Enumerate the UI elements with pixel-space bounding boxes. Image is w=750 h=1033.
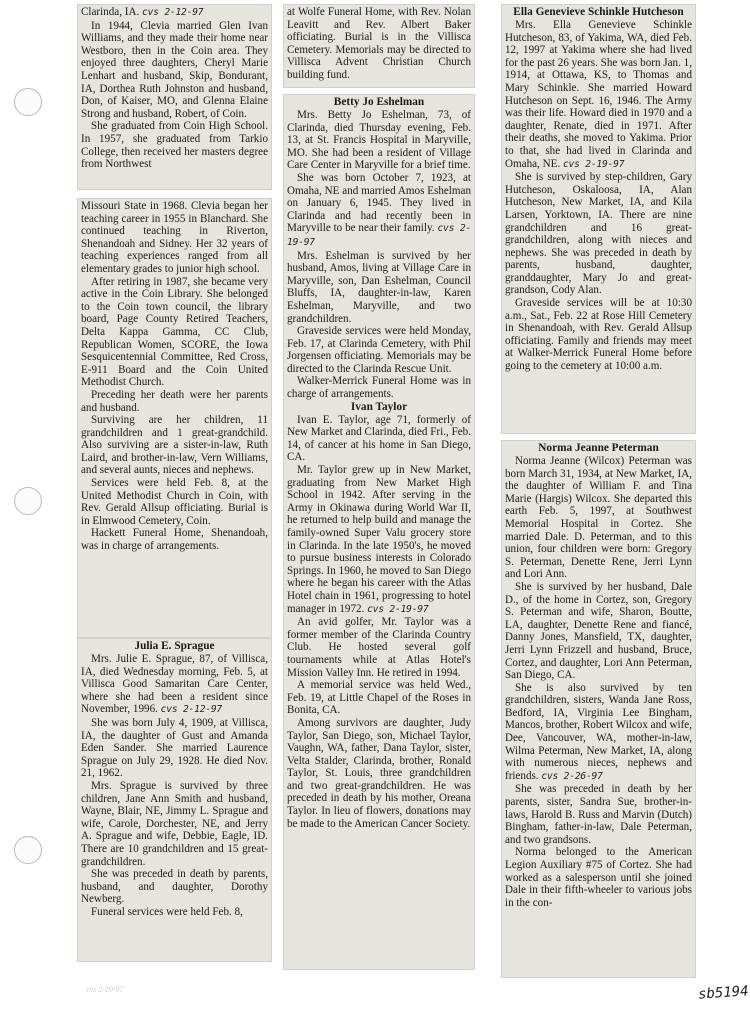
obituary-paragraph <box>81 389 268 414</box>
paragraph-text: Mrs. Sprague is survived by three children, Jane Ann Smith and husband, Wayne, Blair, NE, Jimmy L. Sprague and wife, Carole, Dorchester, NE, and Jerry A. Sprague and wife, Debbie, Eagle, ID. There are 10 grandchildren and 15 great-grandchildren. <box>81 779 268 868</box>
obituary-paragraph <box>81 906 268 919</box>
paragraph-text: She is also survived by ten grandchildren, sisters, Wanda Jane Ross, Bedford, IA, Virginia Lee Bingham, Mancos, brother, Robert Wilcox and wife, Dee, Vancouver, WA, mother-in-law, Wilma Peterman, New Market, IA, along with numerous nieces, nephews and friends. <box>505 681 692 782</box>
obituary-paragraph <box>287 679 471 717</box>
obituary-clevia-williams-top <box>77 4 272 190</box>
paragraph-text: Graveside services were held Monday, Feb. 17, at Clarinda Cemetery, with Phil Jorgensen officiating. Memorials may be directed to the Clarinda Rescue Unit. <box>287 325 471 375</box>
paragraph-text: She is survived by step-children, Gary Hutcheson, Oskaloosa, IA, Alan Hutcheson, New Market, IA, and Kila Larsen, Yorktown, IA. There are nine grandchildren and 16 great-grandchildren, along with nieces and nephews. She was preceded in death by parents, husband, daughter, granddaughter, Mary Jo and great-grandson, Cody Alan. <box>505 171 692 297</box>
paragraph-text: Norma belonged to the American Legion Auxiliary #75 of Cortez. She had worked as a salesperson until she joined Dale in their fifth-wheeler to various jobs in the con- <box>505 846 692 909</box>
obituary-paragraph <box>81 477 268 527</box>
paragraph-text: Graveside services will be at 10:30 a.m., Sat., Feb. 22 at Rose Hill Cemetery in Shenandoah, with Rev. Gerald Allsup officiating. Family and friends may meet at Walker-Merrick Funeral Home before going to the cemetery at 10:00 a.m. <box>505 297 692 373</box>
obituary-betty-eshelman-ivan-taylor <box>283 94 475 970</box>
paragraph-text: Funeral services were held Feb. 8, <box>91 905 243 918</box>
obituary-paragraph <box>505 682 692 784</box>
paragraph-text: Hackett Funeral Home, Shenandoah, was in charge of arrangements. <box>81 527 268 553</box>
obituary-norma-peterman <box>501 440 696 978</box>
obituary-paragraph <box>81 717 268 780</box>
obituary-paragraph <box>81 868 268 906</box>
obituary-paragraph <box>287 375 471 400</box>
obituary-paragraph <box>287 250 471 326</box>
obituary-paragraph <box>287 464 471 616</box>
paragraph-text: She is survived by her husband, Dale D., of the home in Cortez, son, Gregory S. Peterman and wife, Sharon, Boutte, LA, daughter, Denette Rene and fiancé, Danny Jones, Mansfield, TX, daughter, Jerri Lynn Frizzell and husband, Bruce, Cortez, and daughter, Lori Ann Peterman, San Diego, CA. <box>505 580 692 682</box>
paragraph-text: Surviving are her children, 11 grandchildren and 1 great-grandchild. Also surviving are a sister-in-law, Ruth Laird, and brother-in-law, Vern Williams, and several aunts, nieces and nephews. <box>81 414 268 477</box>
obituary-paragraph <box>287 717 471 830</box>
obituary-julia-sprague <box>77 638 272 962</box>
paragraph-text: Clarinda, IA. <box>81 6 140 18</box>
punch-hole-middle <box>14 487 42 515</box>
obituary-paragraph <box>81 780 268 868</box>
obituary-paragraph <box>81 200 268 276</box>
obituary-paragraph <box>505 581 692 682</box>
paragraph-text: Mrs. Ella Genevieve Schinkle Hutcheson, 83, of Yakima, WA, died Feb. 12, 1997 at Yakima where she had lived for the past 26 years. She was born Jan. 1, 1914, at Ottawa, KS, to Thomas and Mary Schinkle. She married Howard Hutcheson on Sept. 16, 1946. The Army was their life. Howard died in 1970 and a daughter, Renate, died in 1971. After their deaths, she moved to Yakima. Prior to that, she had lived in Clarinda and Omaha, NE. <box>505 19 692 170</box>
paragraph-text: She was preceded in death by her parents, sister, Sandra Sue, brother-in-laws, Harold B. Russ and Marvin (Dutch) Bingham, father-in-law, Dale Peterman, and two grandsons. <box>505 783 692 846</box>
paragraph-text: A memorial service was held Wed., Feb. 19, at Little Chapel of the Roses in Bonita, CA. <box>287 679 471 717</box>
obituary-paragraph <box>287 325 471 375</box>
obituary-paragraph <box>81 120 268 170</box>
obituary-sprague-continued <box>283 4 475 88</box>
paragraph-text: Among survivors are daughter, Judy Taylor, San Diego, son, Michael Taylor, Vaughn, WA, father, Dana Taylor, sister, Velta Stalder, Clarinda, brother, Ronald Taylor, St. Louis, three grandchildren and two great-grandchildren. He was preceded in death by his mother, Oreana Taylor. In lieu of flowers, donations may be made to the American Cancer Society. <box>287 716 471 830</box>
paragraph-text: She was born October 7, 1923, at Omaha, NE and married Amos Eshelman on January 6, 1945. They lived in Clarinda and had recently been in Maryville to be near their family. <box>287 171 471 235</box>
obituary-title: Norma Jeanne Peterman <box>538 442 659 454</box>
paragraph-text: Mrs. Betty Jo Eshelman, 73, of Clarinda, died Thursday evening, Feb. 13, at St. Francis Hospital in Maryville, MO. She had been a resident of Village Care Center in Maryville for a brief time. <box>287 109 471 172</box>
obituary-paragraph <box>287 109 471 172</box>
obituary-title: Ivan Taylor <box>350 400 408 413</box>
obituary-paragraph <box>287 6 471 82</box>
obituary-paragraph <box>81 527 268 552</box>
paragraph-text: She was preceded in death by parents, husband, and daughter, Dorothy Newberg. <box>81 868 268 906</box>
obituary-paragraph <box>81 20 268 121</box>
handwritten-date-note: cvs 2-26-97 <box>541 770 603 782</box>
paragraph-text: Mr. Taylor grew up in New Market, graduating from New Market High School in 1942. After serving in the Army in Okinawa during World War II, he returned to help build and manage the family-owned Super Valu grocery store in Clarinda. In the late 1950's, he moved to pursue business interests in Colorado Springs. In 1960, he moved to San Diego where he began his career with the Atlas Hotel chain in 1961, progressing to hotel manager in 1972. <box>287 464 471 615</box>
obituary-paragraph <box>81 276 268 389</box>
margin-reference-number: sb5194 <box>697 983 750 1003</box>
obituary-paragraph <box>505 783 692 846</box>
paragraph-text: Mrs. Julie E. Sprague, 87, of Villisca, IA, died Wednesday morning, Feb. 5, at Villisca Good Samaritan Care Center, where she had been a resident since November, 1996. <box>81 653 268 716</box>
paragraph-text: Walker-Merrick Funeral Home was in charge of arrangements. <box>287 375 471 401</box>
punch-hole-top <box>14 88 42 116</box>
handwritten-date-note: cvs 2-19-97 <box>562 158 625 170</box>
obituary-paragraph <box>81 414 268 477</box>
obituary-clevia-williams-continued <box>77 198 272 638</box>
handwritten-date-note: cvs 2-19-97 <box>287 223 471 248</box>
obituary-title: Ella Genevieve Schinkle Hutcheson <box>513 6 684 18</box>
obituary-paragraph <box>81 6 268 20</box>
paragraph-text: Services were held Feb. 8, at the United Methodist Church in Coin, with Rev. Gerald Allsup officiating. Burial is in Elmwood Cemetery, Coin. <box>81 477 268 527</box>
obituary-paragraph <box>81 653 268 717</box>
obituary-paragraph <box>287 616 471 679</box>
paragraph-text: An avid golfer, Mr. Taylor was a former member of the Clarinda Country Club. He hosted several golf tournaments while at Atlas Hotel's Mission Valley Inn. He retired in 1994. <box>287 616 471 679</box>
paragraph-text: In 1944, Clevia married Glen Ivan Williams, and they made their home near Westboro, then in the Coin area. They enjoyed three daughters, Cheryl Marie Lenhart and husband, Skip, Bondurant, IA, Dorthea Ruth Johnston and husband, Don, of Kaiser, MO, and Glenna Elaine Strong and husband, Robert, of Coin. <box>81 19 268 120</box>
paragraph-text: Ivan E. Taylor, age 71, formerly of New Market and Clarinda, died Fri., Feb. 14, of cancer at his home in San Diego, CA. <box>287 413 471 464</box>
paragraph-text: Missouri State in 1968. Clevia began her teaching career in 1955 in Blanchard. She continued teaching in Riverton, Shenandoah and Sidney. Her 32 years of teaching experiences ranged from all elementary grades to junior high school. <box>81 200 268 275</box>
handwritten-date-note: cvs 2-12-97 <box>142 7 204 18</box>
obituary-ella-hutcheson <box>501 4 696 434</box>
obituary-title: Julia E. Sprague <box>134 640 215 652</box>
obituary-paragraph <box>505 455 692 581</box>
paragraph-text: After retiring in 1987, she became very active in the Coin Library. She belonged to the Coin town council, the library board, Page County Retired Teachers, Delta Kappa Gamma, CC Club, Republican Women, SCORE, the Iowa Sesquicentennial Committee, Red Cross, E-911 Board and the Coin United Methodist Church. <box>81 275 268 389</box>
obituary-paragraph <box>505 297 692 373</box>
obituary-paragraph <box>505 171 692 297</box>
punch-hole-bottom <box>14 836 42 864</box>
faint-handwritten-mark: cvs 2-19-97 <box>86 985 124 994</box>
handwritten-date-note: cvs 2-12-97 <box>160 704 223 716</box>
paragraph-text: She was born July 4, 1909, at Villisca, IA, the daughter of Gust and Amanda Eden Sander. She married Laurence Sprague on July 29, 1928. He died Nov. 21, 1962. <box>81 716 268 780</box>
paragraph-text: Mrs. Eshelman is survived by her husband, Amos, living at Village Care in Maryville, son, Dan Eshelman, Council Bluffs, IA, daughter-in-law, Karen Eshelman, Maryville, and two grandchildren. <box>287 249 471 325</box>
paragraph-text: Preceding her death were her parents and husband. <box>81 388 268 414</box>
obituary-paragraph <box>505 846 692 909</box>
obituary-paragraph <box>287 414 471 464</box>
paragraph-text: She graduated from Coin High School. In 1957, she graduated from Tarkio College, then received her masters degree from Northwest <box>81 120 268 171</box>
handwritten-date-note: cvs 2-19-97 <box>367 603 429 615</box>
paragraph-text: at Wolfe Funeral Home, with Rev. Nolan Leavitt and Rev. Albert Baker officiating. Burial is in the Villisca Cemetery. Memorials may be directed to Villisca Advent Christian Church building fund. <box>287 6 471 81</box>
obituary-paragraph <box>287 172 471 250</box>
obituary-title: Betty Jo Eshelman <box>333 96 425 108</box>
obituary-paragraph <box>505 19 692 171</box>
paragraph-text: Norma Jeanne (Wilcox) Peterman was born March 31, 1934, at New Market, IA, the daughter of William F. and Tina Marie (Hargis) Wilcox. She departed this earth Feb. 5, 1997, at Southwest Memorial Hospital in Cortez. She married Dale. D. Peterman, and to this union, four children were born: Gregory S. Peterman, Denette Rene, Jerri Lynn and Lori Ann. <box>505 455 692 581</box>
